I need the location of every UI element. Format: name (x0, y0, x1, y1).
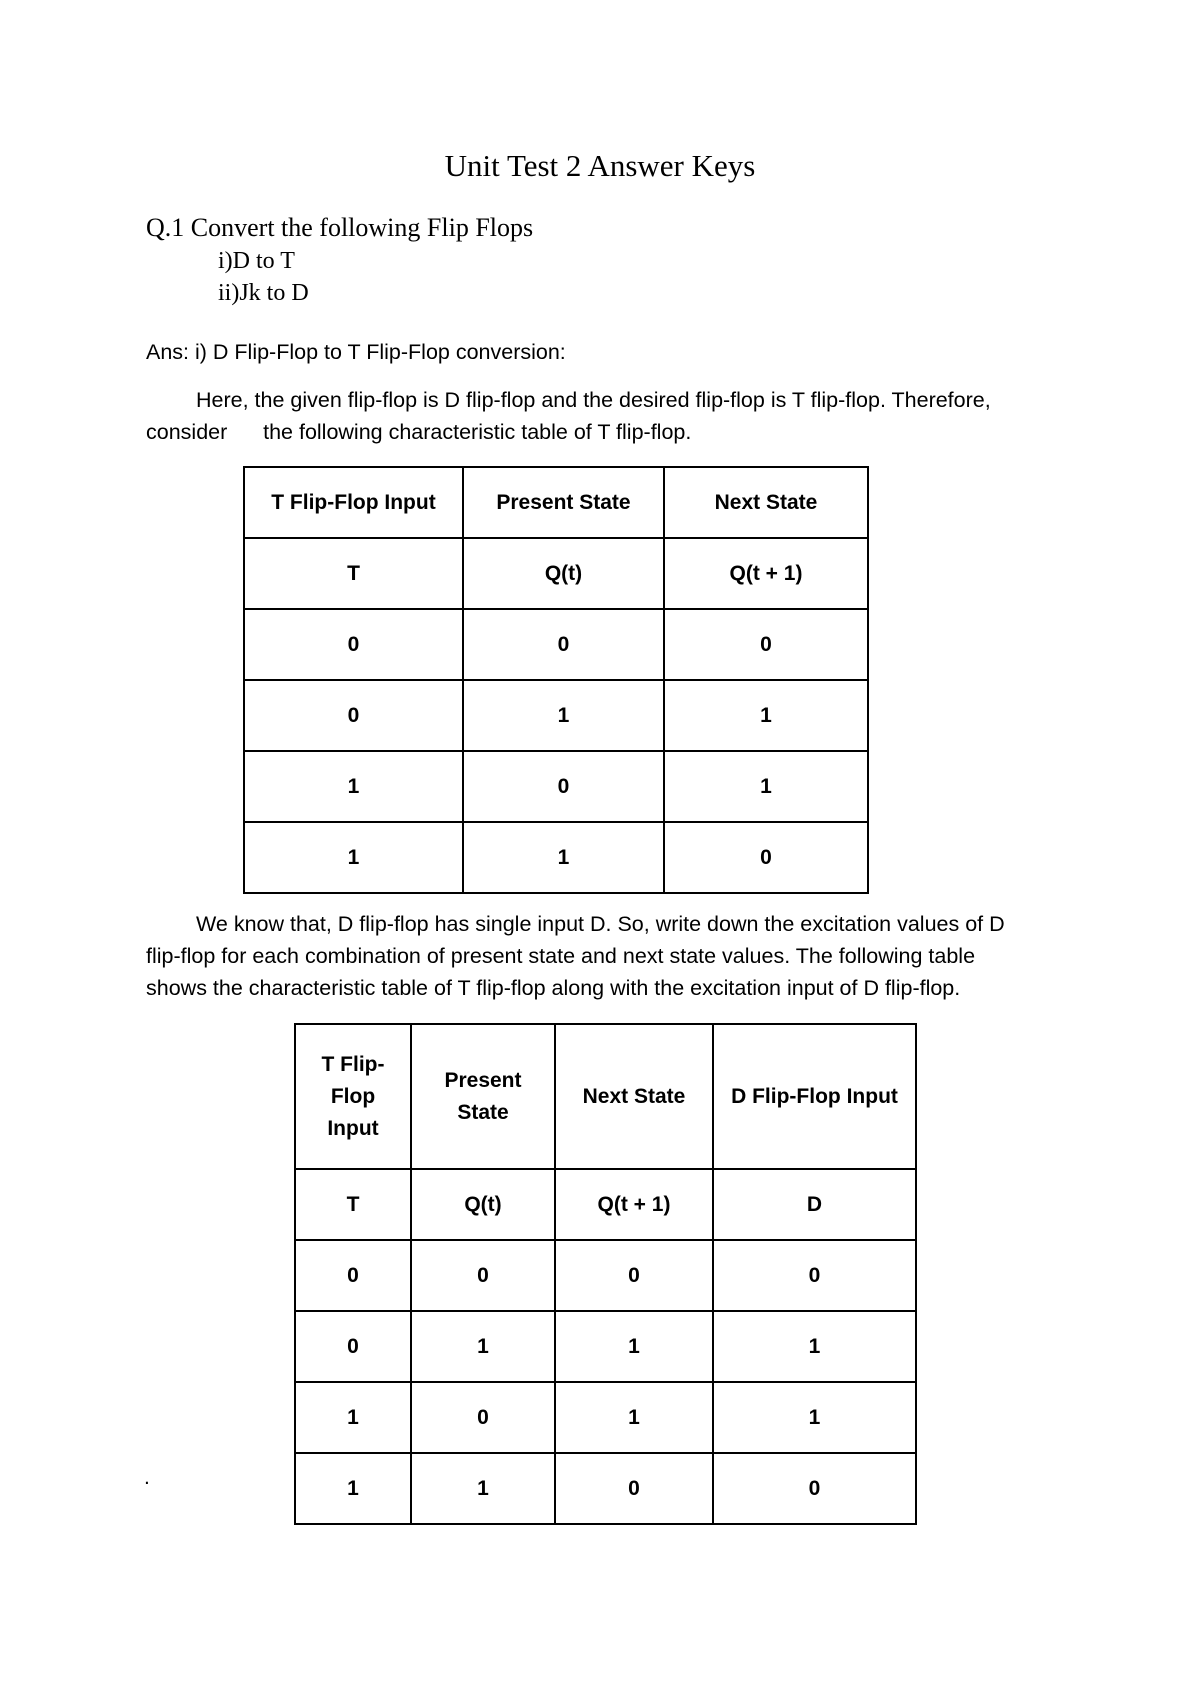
table-cell: 1 (713, 1382, 916, 1453)
table-cell: 1 (411, 1311, 555, 1382)
table-header-cell: D Flip-Flop Input (713, 1024, 916, 1169)
table-cell: Q(t) (463, 538, 664, 609)
table-cell: 1 (555, 1382, 713, 1453)
table-cell: 0 (664, 822, 868, 893)
table-cell: T (244, 538, 463, 609)
table-header-row (295, 1024, 916, 1169)
table-cell: 1 (244, 751, 463, 822)
table-header-cell: Next State (664, 467, 868, 538)
answer-heading: Ans: i) D Flip-Flop to T Flip-Flop conversion: (146, 340, 566, 364)
table-row (295, 1453, 916, 1524)
table-header-cell: Next State (555, 1024, 713, 1169)
question-item-2: ii)Jk to D (218, 280, 309, 306)
t-to-d-excitation-table (294, 1023, 917, 1525)
table-cell: D (713, 1169, 916, 1240)
table-header-cell: Present State (463, 467, 664, 538)
table-cell: 1 (463, 680, 664, 751)
question-item-1: i)D to T (218, 248, 295, 274)
table-cell: 0 (411, 1240, 555, 1311)
table-cell: 0 (295, 1240, 411, 1311)
table-header-cell: Present State (411, 1024, 555, 1169)
table-cell: 1 (295, 1382, 411, 1453)
paragraph-2-line-2: flip-flop for each combination of present state and next state values. The following table (146, 944, 976, 968)
table-cell: Q(t) (411, 1169, 555, 1240)
paragraph-1-line-2: consider the following characteristic table of T flip-flop. (146, 420, 692, 444)
table-header-cell: T Flip- Flop Input (295, 1024, 411, 1169)
table-cell: 1 (244, 822, 463, 893)
table-cell: 0 (555, 1453, 713, 1524)
table-row (295, 1311, 916, 1382)
question-label: Q.1 Convert the following Flip Flops (146, 213, 534, 242)
document-title: Unit Test 2 Answer Keys (444, 148, 756, 183)
table-cell: 0 (295, 1311, 411, 1382)
paragraph-1-line-1: Here, the given flip-flop is D flip-flop and the desired flip-flop is T flip-flop. Therefore, (196, 388, 991, 412)
table-cell: 1 (713, 1311, 916, 1382)
table-row (244, 751, 868, 822)
table-symbol-row (295, 1169, 916, 1240)
table-row (295, 1382, 916, 1453)
table-cell: 1 (555, 1311, 713, 1382)
answer-paragraph-1 (146, 384, 1056, 448)
table-cell: 0 (411, 1382, 555, 1453)
stray-period: . (144, 1466, 150, 1489)
table-cell: 0 (713, 1240, 916, 1311)
table-cell: 0 (244, 680, 463, 751)
table-row (244, 609, 868, 680)
table-cell: 0 (463, 609, 664, 680)
table-cell: 1 (664, 680, 868, 751)
table-cell: 1 (463, 822, 664, 893)
table-header-row (244, 467, 868, 538)
table-row (244, 680, 868, 751)
paragraph-2-line-3: shows the characteristic table of T flip-flop along with the excitation input of D flip-flop. (146, 976, 961, 1000)
table-cell: 0 (244, 609, 463, 680)
table-cell: 1 (295, 1453, 411, 1524)
table-cell: 0 (463, 751, 664, 822)
table-symbol-row (244, 538, 868, 609)
table-row (244, 822, 868, 893)
table-row (295, 1240, 916, 1311)
table-cell: Q(t + 1) (555, 1169, 713, 1240)
table-header-cell: T Flip-Flop Input (244, 467, 463, 538)
table-cell: 0 (555, 1240, 713, 1311)
table-cell: 1 (664, 751, 868, 822)
answer-paragraph-2 (146, 908, 1056, 1004)
paragraph-2-line-1: We know that, D flip-flop has single input D. So, write down the excitation values of D (196, 912, 1005, 936)
table-cell: T (295, 1169, 411, 1240)
table-cell: 1 (411, 1453, 555, 1524)
table-cell: 0 (664, 609, 868, 680)
table-cell: 0 (713, 1453, 916, 1524)
table-cell: Q(t + 1) (664, 538, 868, 609)
t-flip-flop-characteristic-table (243, 466, 869, 894)
